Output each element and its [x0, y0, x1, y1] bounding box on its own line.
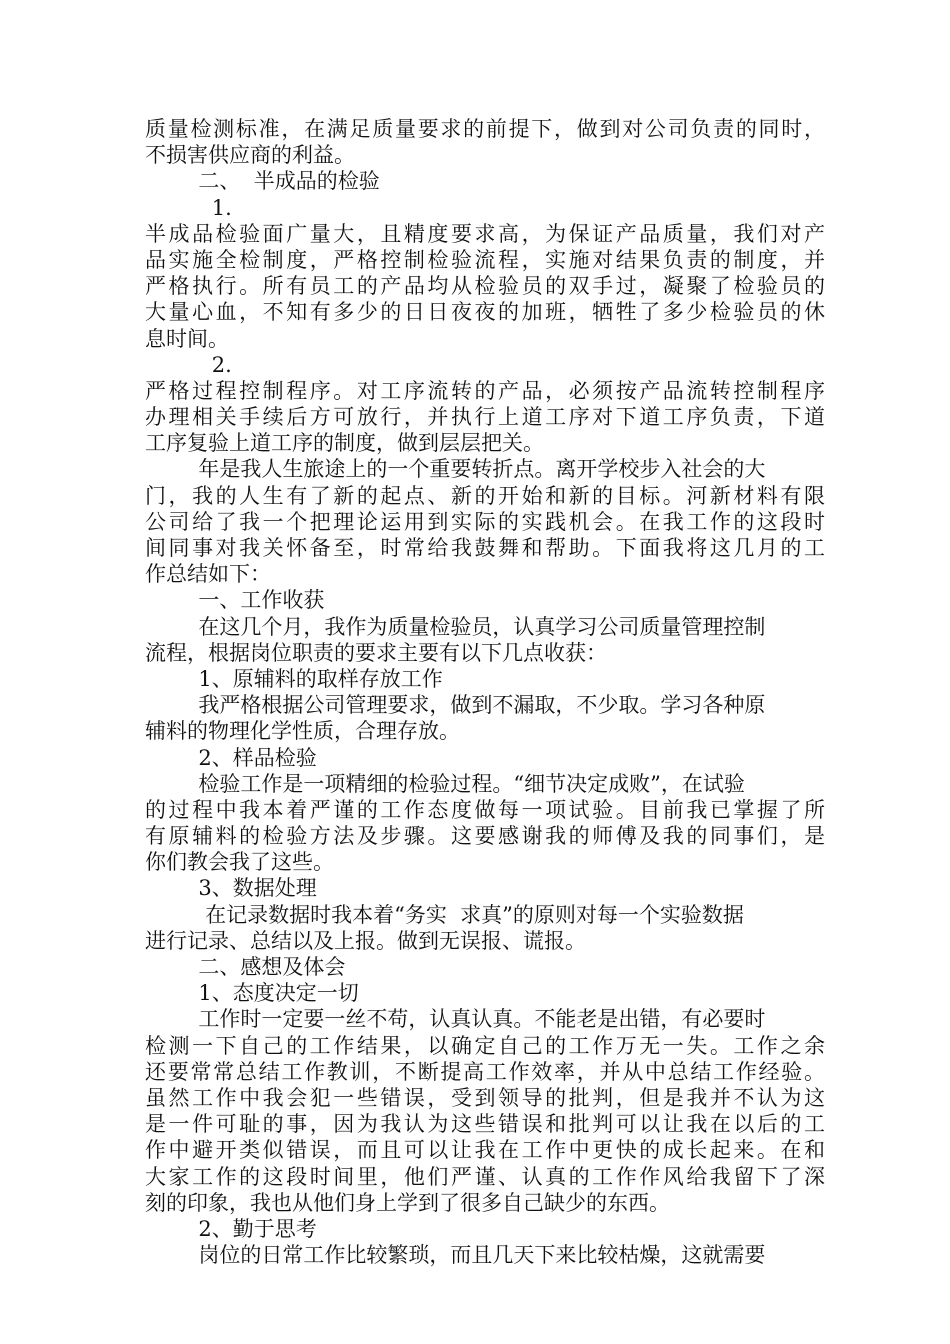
text-line: 公司给了我一个把理论运用到实际的实践机会。在我工作的这段时	[145, 509, 825, 534]
document-page	[145, 116, 825, 1268]
text-line: 我严格根据公司管理要求，做到不漏取，不少取。学习各种原	[145, 693, 766, 718]
list-number: 2.	[145, 352, 232, 377]
text-line: 还要常常总结工作教训，不断提高工作效率，并从中总结工作经验。	[145, 1059, 825, 1084]
list-number: 1.	[145, 195, 232, 220]
subsection-heading: 1、态度决定一切	[145, 981, 359, 1006]
text-line: 刻的印象，我也从他们身上学到了很多自己缺少的东西。	[145, 1190, 670, 1215]
text-line: 工序复验上道工序的制度，做到层层把关。	[145, 431, 544, 456]
text-line: 严格执行。所有员工的产品均从检验员的双手过，凝聚了检验员的	[145, 274, 825, 299]
text-line: 辅料的物理化学性质，合理存放。	[145, 719, 460, 744]
text-line: 办理相关手续后方可放行，并执行上道工序对下道工序负责，下道	[145, 405, 825, 430]
text-line: 质量检测标准，在满足质量要求的前提下，做到对公司负责的同时，	[145, 117, 825, 141]
text-line: 进行记录、总结以及上报。做到无误报、谎报。	[145, 928, 586, 953]
text-line: 你们教会我了这些。	[145, 850, 334, 875]
text-line: 年是我人生旅途上的一个重要转折点。离开学校步入社会的大	[145, 457, 766, 482]
text-line: 品实施全检制度，严格控制检验流程，实施对结果负责的制度，并	[145, 247, 825, 272]
text-line: 息时间。	[145, 326, 229, 351]
section-heading: 二、感想及体会	[145, 955, 346, 979]
text-line: 大量心血，不知有多少的日日夜夜的加班，牺牲了多少检验员的休	[145, 300, 825, 325]
text-line: 不损害供应商的利益。	[145, 143, 355, 168]
text-line: 大家工作的这段时间里，他们严谨、认真的工作作风给我留下了深	[145, 1164, 825, 1189]
text-line: 在记录数据时我本着“务实 求真”的原则对每一个实验数据	[145, 902, 744, 927]
text-line: 门，我的人生有了新的起点、新的开始和新的目标。河新材料有限	[145, 483, 825, 508]
text-line: 在这几个月，我作为质量检验员，认真学习公司质量管理控制	[145, 614, 766, 639]
text-line: 作中避开类似错误，而且可以让我在工作中更快的成长起来。在和	[145, 1138, 825, 1163]
section-heading: 二、 半成品的检验	[145, 169, 380, 194]
text-line: 半成品检验面广量大，且精度要求高，为保证产品质量，我们对产	[145, 221, 825, 246]
text-line: 虽然工作中我会犯一些错误，受到领导的批判，但是我并不认为这	[145, 1085, 825, 1110]
text-line: 间同事对我关怀备至，时常给我鼓舞和帮助。下面我将这几月的工	[145, 536, 825, 560]
text-line: 岗位的日常工作比较繁琐，而且几天下来比较枯燥，这就需要	[145, 1243, 766, 1268]
subsection-heading: 2、勤于思考	[145, 1216, 317, 1241]
text-line: 严格过程控制程序。对工序流转的产品，必须按产品流转控制程序	[145, 378, 825, 403]
text-line: 是一件可耻的事，因为我认为这些错误和批判可以让我在以后的工	[145, 1112, 825, 1137]
text-line: 检验工作是一项精细的检验过程。“细节决定成败”，在试验	[145, 771, 745, 796]
text-line: 的过程中我本着严谨的工作态度做每一项试验。目前我已掌握了所	[145, 797, 825, 822]
subsection-heading: 1、原辅料的取样存放工作	[145, 666, 443, 691]
text-line: 检测一下自己的工作结果，以确定自己的工作万无一失。工作之余	[145, 1033, 825, 1058]
text-line: 作总结如下：	[145, 562, 271, 587]
subsection-heading: 2、样品检验	[145, 745, 317, 770]
text-line: 流程，根据岗位职责的要求主要有以下几点收获：	[145, 640, 607, 665]
subsection-heading: 3、数据处理	[145, 876, 317, 901]
text-line: 工作时一定要一丝不苟，认真认真。不能老是出错，有必要时	[145, 1007, 766, 1032]
text-line: 有原辅料的检验方法及步骤。这要感谢我的师傅及我的同事们，是	[145, 824, 825, 849]
section-heading: 一、工作收获	[145, 588, 325, 613]
